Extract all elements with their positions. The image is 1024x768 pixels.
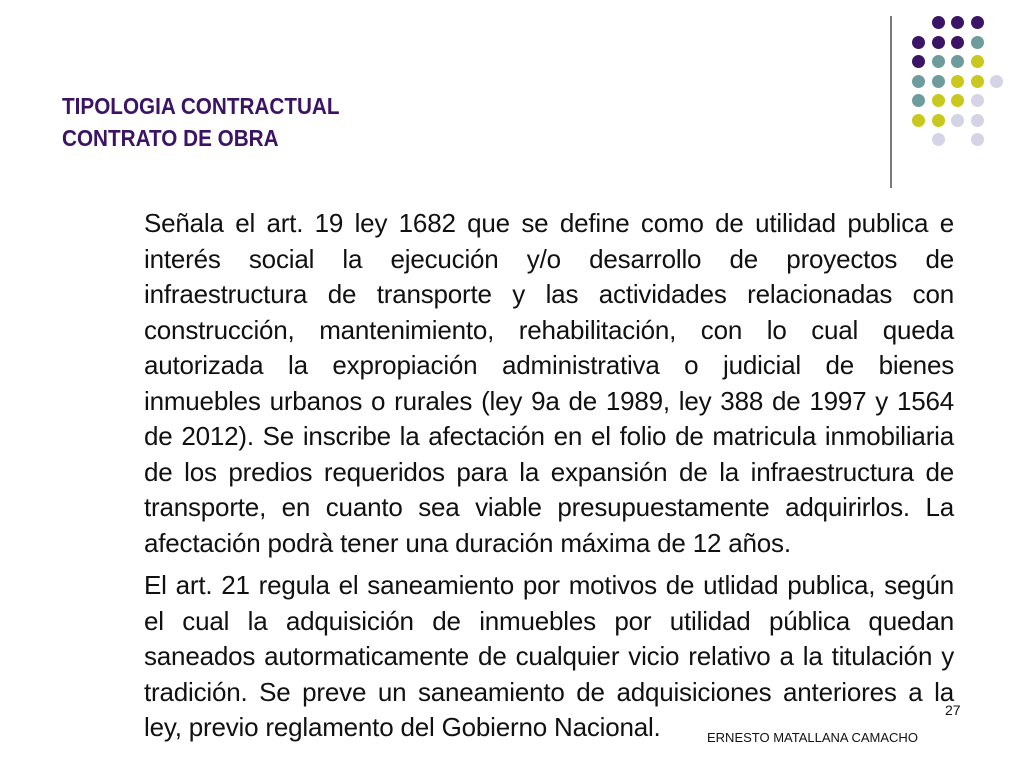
decorative-dot-grid <box>0 0 1024 200</box>
decorative-dot <box>932 133 945 146</box>
decorative-dot <box>912 55 925 68</box>
decorative-dot <box>971 55 984 68</box>
decorative-dot <box>932 16 945 29</box>
decorative-dot <box>932 55 945 68</box>
decorative-dot <box>971 75 984 88</box>
decorative-dot <box>932 94 945 107</box>
decorative-dot <box>951 16 964 29</box>
decorative-dot <box>912 94 925 107</box>
page-number: 27 <box>945 702 961 718</box>
decorative-dot <box>951 114 964 127</box>
decorative-dot <box>912 114 925 127</box>
slide-body <box>144 206 954 753</box>
slide-title-line-1: TIPOLOGIA CONTRACTUAL <box>62 93 340 119</box>
decorative-dot <box>932 75 945 88</box>
decorative-dot <box>951 36 964 49</box>
slide-title-line-2: CONTRATO DE OBRA <box>62 125 279 151</box>
decorative-dot <box>971 133 984 146</box>
decorative-dot <box>912 75 925 88</box>
body-paragraph-2: El art. 21 regula el saneamiento por motivos de utlidad publica, según el cual la adquisición de inmuebles por utilidad pública quedan saneados autormaticamente de cualquier vicio relativo a la titulación y tradición. Se preve un saneamiento de adquisiciones anteriores a la ley, previo reglamento del Gobierno Nacional. <box>144 570 954 742</box>
decorative-dot <box>951 94 964 107</box>
decorative-dot <box>951 55 964 68</box>
decorative-dot <box>971 16 984 29</box>
decorative-dot <box>971 94 984 107</box>
decorative-dot <box>971 114 984 127</box>
decorative-dot <box>971 36 984 49</box>
decorative-dot <box>932 36 945 49</box>
footer-author: ERNESTO MATALLANA CAMACHO <box>707 730 918 745</box>
decorative-dot <box>912 36 925 49</box>
decorative-dot <box>990 75 1003 88</box>
body-paragraph-1: Señala el art. 19 ley 1682 que se define como de utilidad publica e interés social la ejecución y/o desarrollo de proyectos de infraestructura de transporte y las actividades relacionadas con construcción, mantenimiento, rehabilitación, con lo cual queda autorizada la expropiación administrativa o judicial de bienes inmuebles urbanos o rurales (ley 9a de 1989, ley 388 de 1997 y 1564 de 2012). Se inscribe la afectación en el folio de matricula inmobiliaria de los predios requeridos para la expansión de la infraestructura de transporte, en cuanto sea viable presupuestamente adquirirlos. La afectación podrà tener una duración máxima de 12 años. <box>144 208 954 558</box>
decorative-dot <box>932 114 945 127</box>
decorative-dot <box>951 75 964 88</box>
